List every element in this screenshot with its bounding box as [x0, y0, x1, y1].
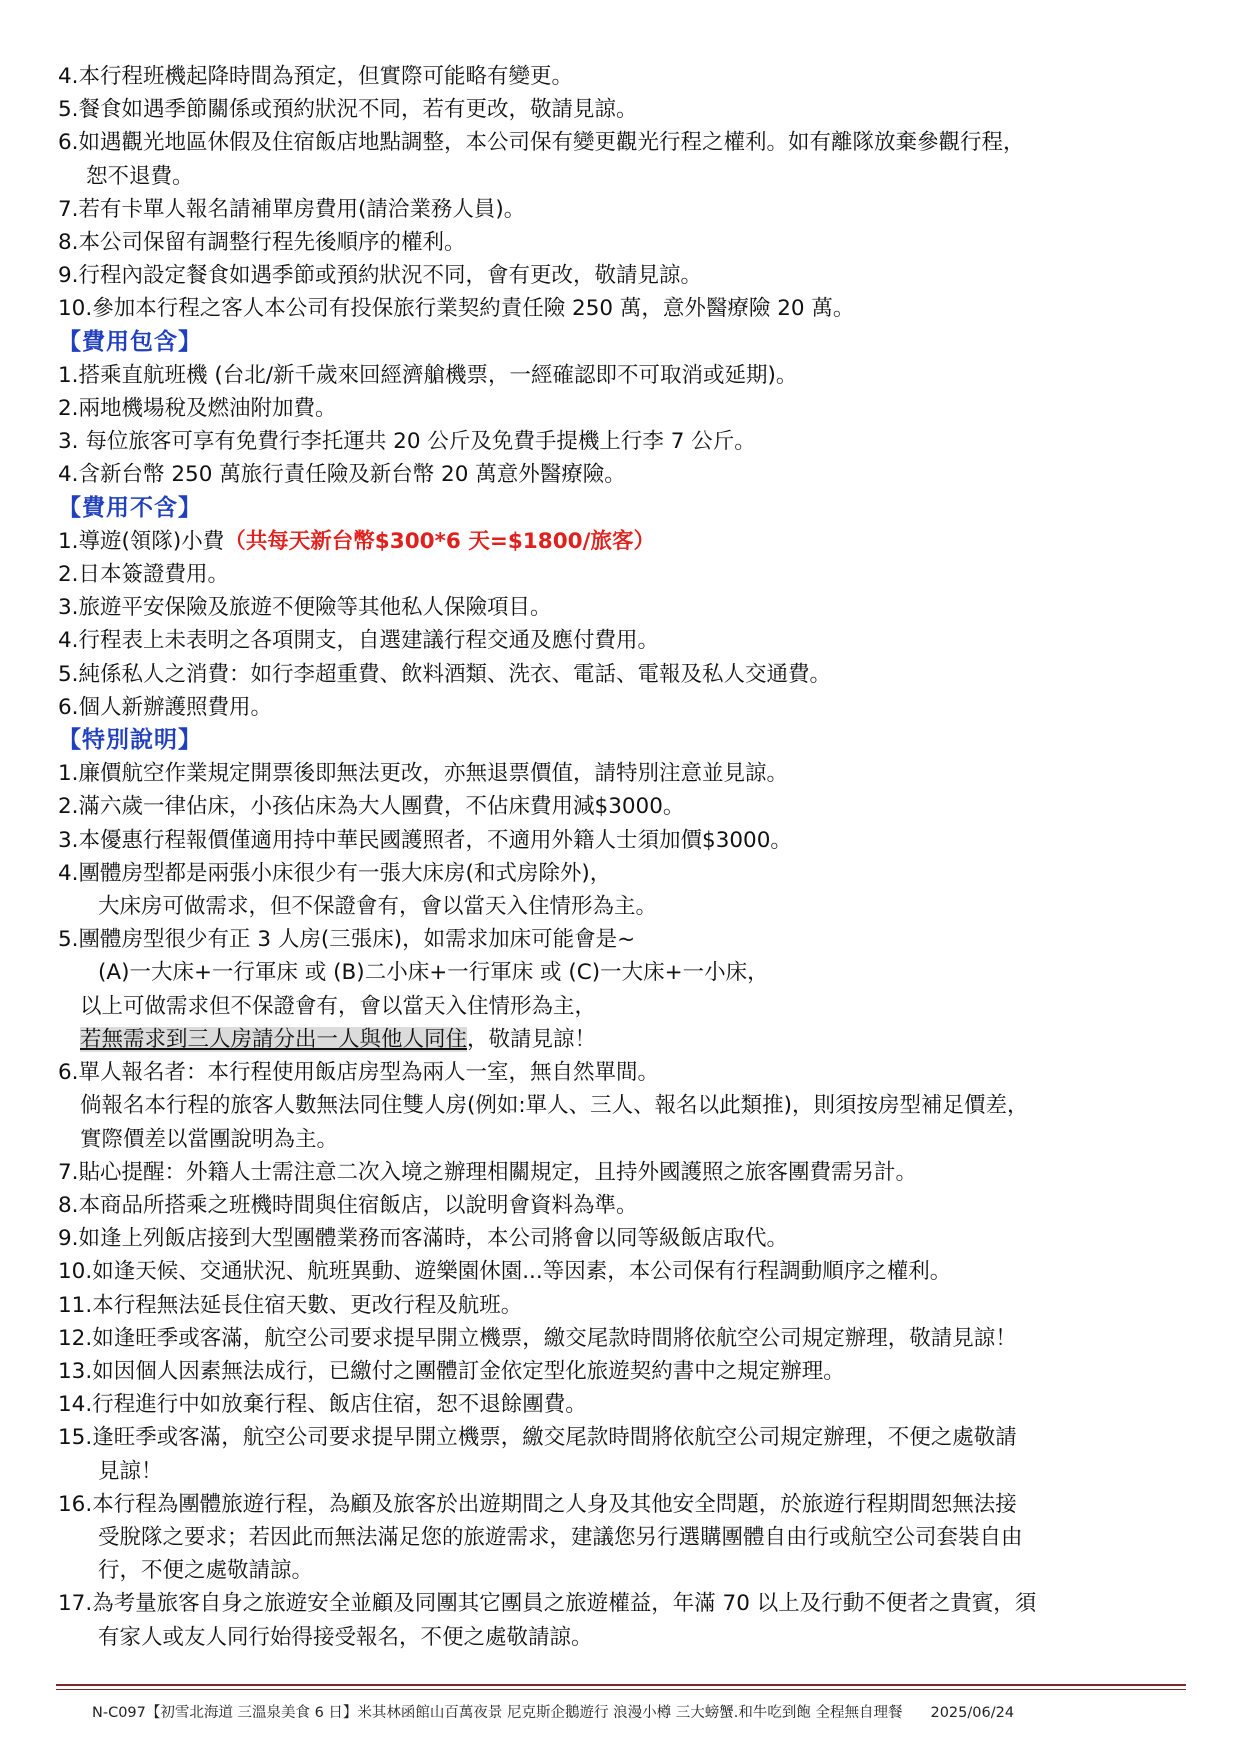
- special-item-1: 1.廉價航空作業規定開票後即無法更改，亦無退票價值，請特別注意並見諒。: [58, 761, 789, 787]
- special-item-17: 17.為考量旅客自身之旅遊安全並顧及同團其它團員之旅遊權益，年滿 70 以上及行動不便者之貴賓，須: [58, 1591, 1037, 1617]
- special-item-4: 4.團體房型都是兩張小床很少有一張大床房(和式房除外)，: [58, 860, 612, 886]
- note-10: 10.參加本行程之客人本公司有投保旅行業契約責任險 250 萬，意外醫療險 20 萬。: [58, 296, 855, 322]
- excluded-item-tip: [58, 525, 1188, 558]
- special-item-16-cont2: 行，不便之處敬請諒。: [98, 1558, 314, 1584]
- special-heading: 【特別說明】: [58, 727, 202, 754]
- excluded-heading: 【費用不含】: [58, 494, 202, 521]
- note-9: 9.行程內設定餐食如遇季節或預約狀況不同，會有更改，敬請見諒。: [58, 263, 703, 289]
- special-item-4-cont: 大床房可做需求，但不保證會有，會以當天入住情形為主。: [98, 894, 658, 920]
- footer-divider-thin: [56, 1689, 1186, 1690]
- note-4: 4.本行程班機起降時間為預定，但實際可能略有變更。: [58, 64, 574, 89]
- special-item-6-cont2: 實際價差以當團說明為主。: [80, 1126, 339, 1152]
- tip-amount-note: （共每天新台幣$300*6 天=$1800/旅客）: [224, 528, 655, 554]
- footer-date: 2025/06/24: [930, 1705, 1015, 1721]
- special-item-16-cont: 受脫隊之要求；若因此而無法滿足您的旅遊需求，建議您另行選購團體自由行或航空公司套裝自由: [98, 1524, 1023, 1550]
- included-item: 2.兩地機場稅及燃油附加費。: [58, 396, 337, 422]
- special-item-6: 6.單人報名者：本行程使用飯店房型為兩人一室，無自然單間。: [58, 1060, 660, 1086]
- special-item-17-cont: 有家人或友人同行始得接受報名，不便之處敬請諒。: [98, 1624, 593, 1650]
- note-6: 6.如遇觀光地區休假及住宿飯店地點調整，本公司保有變更觀光行程之權利。如有離隊放棄參觀行程，: [58, 130, 1025, 156]
- footer-title: N-C097【初雪北海道 三溫泉美食 6 日】米其林函館山百萬夜景 尼克斯企鵝遊行 浪漫小樽 三大螃蟹.和牛吃到飽 全程無自理餐: [92, 1705, 903, 1721]
- highlighted-text: 若無需求到三人房請分出一人與他人同住: [80, 1026, 468, 1052]
- special-item-2: 2.滿六歲一律佔床，小孩佔床為大人團費，不佔床費用減$3000。: [58, 794, 685, 820]
- special-item-14: 14.行程進行中如放棄行程、飯店住宿，恕不退餘團費。: [58, 1392, 587, 1418]
- included-item: 4.含新台幣 250 萬旅行責任險及新台幣 20 萬意外醫療險。: [58, 462, 626, 488]
- special-item-15-cont: 見諒！: [98, 1458, 163, 1484]
- special-item-5-cont: 以上可做需求但不保證會有，會以當天入住情形為主，: [80, 993, 597, 1019]
- special-item-5-highlight-line: [58, 1023, 1188, 1056]
- excluded-item: 4.行程表上未表明之各項開支，自選建議行程交通及應付費用。: [58, 628, 660, 654]
- document-body: [58, 60, 1188, 1654]
- note-7: 7.若有卡單人報名請補單房費用(請洽業務人員)。: [58, 196, 526, 222]
- excluded-item: 2.日本簽證費用。: [58, 562, 230, 588]
- included-item: 3. 每位旅客可享有免費行李托運共 20 公斤及免費手提機上行李 7 公斤。: [58, 429, 756, 455]
- special-item-7: 7.貼心提醒：外籍人士需注意二次入境之辦理相關規定，且持外國護照之旅客團費需另計。: [58, 1159, 918, 1185]
- special-item-8: 8.本商品所搭乘之班機時間與住宿飯店，以說明會資料為準。: [58, 1192, 638, 1218]
- highlight-line-rest: ，敬請見諒！: [467, 1026, 597, 1052]
- special-item-5-options: (A)一大床+一行軍床 或 (B)二小床+一行軍床 或 (C)一大床+一小床，: [98, 960, 769, 986]
- excluded-item: 5.純係私人之消費：如行李超重費、飲料酒類、洗衣、電話、電報及私人交通費。: [58, 661, 832, 687]
- special-item-6-cont: 倘報名本行程的旅客人數無法同住雙人房(例如:單人、三人、報名以此類推)，則須按房型補足價差，: [80, 1093, 1029, 1119]
- special-item-5: 5.團體房型很少有正 3 人房(三張床)，如需求加床可能會是~: [58, 927, 636, 953]
- special-item-15: 15.逢旺季或客滿，航空公司要求提早開立機票，繳交尾款時間將依航空公司規定辦理，不便之處敬請: [58, 1425, 1017, 1451]
- note-5: 5.餐食如遇季節關係或預約狀況不同，若有更改，敬請見諒。: [58, 97, 638, 123]
- note-6-cont: 恕不退費。: [86, 163, 194, 189]
- special-item-12: 12.如逢旺季或客滿，航空公司要求提早開立機票，繳交尾款時間將依航空公司規定辦理，敬請見諒！: [58, 1325, 1017, 1351]
- special-item-3: 3.本優惠行程報價僅適用持中華民國護照者，不適用外籍人士須加價$3000。: [58, 827, 792, 853]
- included-heading: 【費用包含】: [58, 328, 202, 355]
- special-item-10: 10.如逢天候、交通狀況、航班異動、遊樂園休園...等因素，本公司保有行程調動順序之權利。: [58, 1259, 952, 1285]
- excluded-item: 3.旅遊平安保險及旅遊不便險等其他私人保險項目。: [58, 595, 552, 621]
- tip-label: 1.導遊(領隊)小費: [58, 528, 225, 554]
- special-item-16: 16.本行程為團體旅遊行程，為顧及旅客於出遊期間之人身及其他安全問題，於旅遊行程期間恕無法接: [58, 1491, 1017, 1517]
- included-item: 1.搭乘直航班機 (台北/新千歲來回經濟艙機票，一經確認即不可取消或延期)。: [58, 362, 798, 388]
- page-footer: [92, 1701, 1014, 1722]
- excluded-item: 6.個人新辦護照費用。: [58, 694, 273, 720]
- footer-divider: [56, 1684, 1186, 1686]
- note-8: 8.本公司保留有調整行程先後順序的權利。: [58, 230, 466, 256]
- special-item-11: 11.本行程無法延長住宿天數、更改行程及航班。: [58, 1292, 523, 1318]
- special-item-13: 13.如因個人因素無法成行，已繳付之團體訂金依定型化旅遊契約書中之規定辦理。: [58, 1358, 845, 1384]
- special-item-9: 9.如逢上列飯店接到大型團體業務而客滿時，本公司將會以同等級飯店取代。: [58, 1226, 789, 1252]
